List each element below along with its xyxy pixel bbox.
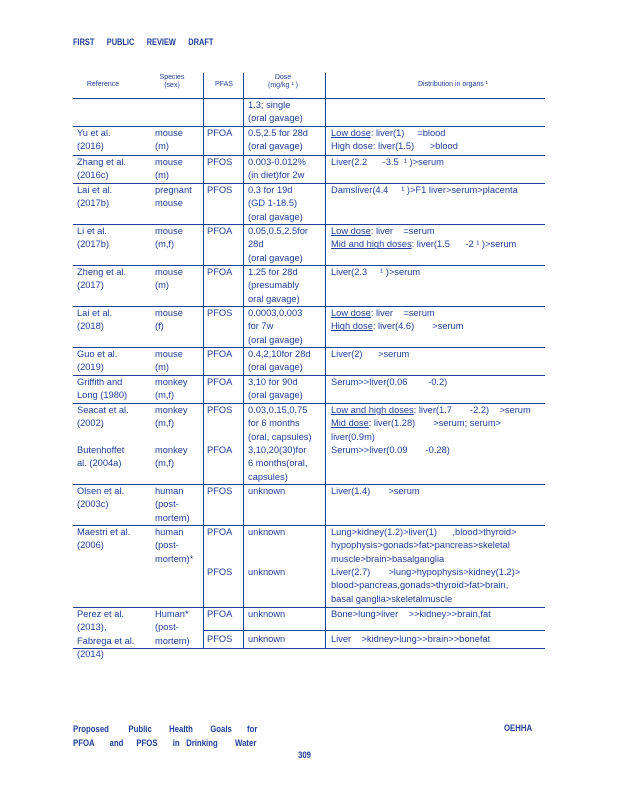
dose-cell: 0.05,0.5,2.5for 28d (oral gavage) — [248, 226, 308, 263]
dose-group-label: Mid dose — [331, 418, 369, 429]
reference-cell: Lai et al. (2017b) — [77, 185, 113, 209]
reference-cell-secondary: Butenhoffet al. (2004a) — [77, 445, 125, 469]
dose-group-label: Low and high doses — [331, 405, 414, 415]
footer-title — [73, 723, 257, 751]
distribution-cell — [331, 266, 420, 279]
dose-cell: unknown — [248, 609, 286, 619]
distribution-text: muscle>brain>basalganglia — [331, 553, 445, 564]
distribution-line — [331, 444, 450, 457]
table-row — [73, 608, 545, 660]
table-row — [73, 127, 545, 156]
distribution-line — [331, 526, 517, 539]
distribution-text: Liver >kidney>lung>>brain>>bonefat — [331, 634, 491, 644]
distribution-cell — [331, 376, 447, 389]
species-cell: mouse (m) — [155, 349, 183, 373]
distribution-line — [331, 593, 520, 606]
reference-cell: Zheng et al. (2017) — [77, 267, 127, 291]
dose-cell: 3,10 for 90d (oral gavage) — [248, 377, 303, 401]
reference-cell: Guo et al. (2019) — [77, 349, 118, 373]
pfas-cell: PFOA — [207, 226, 233, 236]
dose-cell: 0.4,2,10for 28d (oral gavage) — [248, 349, 311, 373]
col-reference: Reference — [86, 81, 120, 88]
table-row — [73, 307, 545, 348]
distribution-line — [331, 404, 531, 417]
species-cell: monkey (m,f) — [155, 405, 188, 429]
distribution-line — [331, 376, 447, 389]
reference-cell: Perez et al. (2013), Fabrega et al. (2014) — [77, 609, 135, 660]
distribution-line — [331, 156, 444, 169]
distribution-line — [331, 579, 520, 592]
species-cell: human (post- mortem) — [155, 486, 190, 523]
distribution-cell — [331, 184, 518, 197]
carryover-dose-line2: (oral gavage) — [248, 113, 303, 124]
distribution-text: Liver(2.3 ¹ )>serum — [331, 267, 421, 277]
reference-cell: Seacat et al. (2002) — [77, 405, 129, 429]
footer-line2: PFOA and PFOS in Drinking Water — [73, 738, 257, 749]
table-row — [73, 156, 545, 184]
reference-cell: Maestri et al. (2006) — [77, 527, 131, 551]
distribution-cell — [331, 485, 420, 498]
table-header-row — [73, 72, 545, 99]
reference-cell: Yu et al. (2016) — [77, 128, 111, 152]
distribution-line — [331, 238, 516, 251]
distribution-text: Serum>>liver(0.06 -0.2) — [331, 377, 448, 387]
distribution-line — [331, 184, 518, 197]
distribution-text: : liver(4.6) >serum — [372, 321, 464, 332]
pfas-cell: PFOS — [207, 157, 233, 167]
sub-row-divider — [203, 630, 545, 631]
distribution-text: High dose: liver(1.5) >blood — [331, 141, 458, 152]
dose-cell: 0.0003,0.003 for 7w (oral gavage) — [248, 308, 303, 345]
reference-cell: Lai et al. (2018) — [77, 308, 113, 332]
dose-cell: unknown — [248, 527, 286, 537]
table-row — [73, 184, 545, 225]
distribution-line — [331, 539, 517, 552]
col-species-line1: Species — [159, 74, 185, 81]
species-cell: pregnant mouse — [155, 185, 192, 209]
distribution-text: blood>pancreas,gonads>thyroid>fat>brain, — [331, 580, 509, 591]
species-cell: human (post- mortem)* — [155, 527, 194, 564]
col-pfas: PFAS — [215, 81, 233, 88]
table-row — [73, 348, 545, 376]
dose-cell-secondary: unknown — [248, 634, 286, 644]
pfas-cell: PFOS — [207, 486, 233, 496]
distribution-cell — [331, 156, 444, 169]
pfas-cell: PFOA — [207, 128, 233, 138]
distribution-line — [331, 633, 490, 646]
distribution-cell — [331, 526, 517, 566]
distribution-text: Liver(2) >serum — [331, 349, 410, 359]
distribution-line — [331, 417, 531, 430]
pfas-cell: PFOA — [207, 527, 233, 537]
distribution-line — [331, 127, 458, 140]
table-row — [73, 376, 545, 404]
pfas-cell: PFOA — [207, 349, 233, 359]
dose-group-label: Mid and high doses — [331, 239, 412, 250]
pfas-cell: PFOS — [207, 405, 233, 415]
distribution-text: Bone>lung>liver >>kidney>>brain,fat — [331, 609, 491, 619]
dose-group-label: High dose — [331, 321, 373, 332]
divider-species-pfas — [203, 73, 204, 649]
distribution-line — [331, 140, 458, 153]
table-row — [73, 225, 545, 266]
table-row — [73, 266, 545, 307]
pfas-cell: PFOA — [207, 377, 233, 387]
dose-group-label: Low dose — [331, 308, 371, 318]
species-cell: mouse (m) — [155, 157, 183, 181]
distribution-table — [73, 72, 545, 660]
distribution-text: liver(0.9m) — [331, 431, 375, 442]
table-row-carryover — [73, 99, 545, 127]
pfas-cell-secondary: PFOS — [207, 567, 233, 577]
dose-cell: 0.5,2.5 for 28d (oral gavage) — [248, 128, 308, 152]
footer-agency: OEHHA — [504, 723, 533, 734]
reference-cell: Griffith and Long (1980) — [77, 377, 128, 401]
carryover-dose-line1: 1.3; single — [248, 100, 291, 110]
species-cell: mouse (m) — [155, 128, 183, 152]
page-number: 309 — [298, 750, 312, 761]
distribution-line — [331, 431, 531, 444]
distribution-line — [331, 553, 517, 566]
col-species — [147, 74, 197, 90]
divider-dose-distribution — [325, 73, 326, 649]
reference-cell: Olsen et al. (2003c) — [77, 486, 125, 510]
distribution-text: : liver(1.7 -2.2) >serum — [413, 405, 531, 415]
species-cell: mouse (f) — [155, 308, 183, 332]
distribution-cell-secondary — [331, 444, 450, 457]
table-row — [73, 526, 545, 608]
col-dose-line1: Dose — [274, 74, 292, 81]
distribution-line — [331, 348, 409, 361]
table-row — [73, 404, 545, 485]
draft-header: FIRST PUBLIC REVIEW DRAFT — [73, 37, 214, 48]
distribution-cell — [331, 225, 516, 252]
distribution-text: : liver =serum — [370, 308, 435, 318]
dose-cell: unknown — [248, 486, 286, 496]
distribution-line — [331, 485, 420, 498]
col-species-line2: (sex) — [164, 82, 180, 89]
distribution-text: basal ganglia>skeletalmuscle — [331, 593, 453, 604]
distribution-cell — [331, 127, 458, 154]
distribution-text: Liver(2.7) >lung>hypophysis>kidney(1.2)> — [331, 567, 521, 577]
distribution-line — [331, 320, 464, 333]
pfas-cell: PFOA — [207, 609, 233, 619]
distribution-text: hypophysis>gonads>fat>pancreas>skeletal — [331, 540, 510, 551]
distribution-line — [331, 307, 464, 320]
distribution-cell — [331, 608, 491, 621]
dose-group-label: Low dose — [331, 226, 371, 236]
distribution-text: : liver(1.5 -2 ¹ )>serum — [411, 239, 517, 250]
distribution-text: Serum>>liver(0.09 -0.28) — [331, 445, 450, 455]
distribution-line — [331, 566, 520, 579]
table-row — [73, 485, 545, 526]
col-dose — [253, 74, 313, 90]
pfas-cell: PFOS — [207, 308, 233, 318]
dose-cell: 0.3 for 19d (GD 1-18.5) (oral gavage) — [248, 185, 303, 222]
species-cell-secondary: monkey (m,f) — [155, 445, 188, 469]
distribution-line — [331, 608, 491, 621]
col-dose-line2: (mg/kg ¹ ) — [268, 82, 298, 89]
distribution-text: : liver =serum — [370, 226, 435, 236]
dose-cell-secondary: 3,10,20(30)for 6 months(oral, capsules) — [248, 445, 308, 482]
distribution-cell — [331, 404, 531, 444]
dose-cell: 0.03,0.15,0.75 for 6 months (oral, capsules) — [248, 405, 312, 442]
species-cell: mouse (m) — [155, 267, 183, 291]
reference-cell: Li et al. (2017b) — [77, 226, 110, 250]
pfas-cell: PFOS — [207, 185, 233, 195]
distribution-text: Liver(2.2 -3.5 ¹ )>serum — [331, 157, 444, 167]
dose-cell: 1.25 for 28d (presumably oral gavage) — [248, 267, 300, 304]
distribution-text: Damsliver(4.4 ¹ )>F1 liver>serum>placenta — [331, 185, 518, 195]
distribution-line — [331, 225, 516, 238]
dose-cell-secondary: unknown — [248, 567, 286, 577]
distribution-text: : liver(1.28) >serum; serum> — [368, 418, 501, 429]
divider-pfas-dose — [243, 73, 244, 649]
col-distribution: Distribution in organs ¹ — [417, 81, 489, 88]
footer-line1: Proposed Public Health Goals for — [73, 724, 258, 735]
reference-cell: Zhang et al. (2016c) — [77, 157, 127, 181]
species-cell: Human* (post- mortem) — [155, 609, 190, 646]
pfas-cell: PFOA — [207, 267, 233, 277]
pfas-cell-secondary: PFOA — [207, 445, 233, 455]
species-cell: monkey (m,f) — [155, 377, 188, 401]
dose-group-label: Low dose — [331, 128, 371, 138]
distribution-cell — [331, 348, 409, 361]
carryover-dose — [248, 99, 303, 126]
distribution-line — [331, 266, 420, 279]
dose-cell: 0.003-0.012% (in diet)for 2w — [248, 157, 306, 181]
distribution-text: Liver(1.4) >serum — [331, 486, 420, 496]
species-cell: mouse (m,f) — [155, 226, 183, 250]
distribution-text: Lung>kidney(1.2)>liver(1) ,blood>thyroid> — [331, 527, 517, 537]
pfas-cell-secondary: PFOS — [207, 634, 233, 644]
distribution-text: : liver(1) =blood — [370, 128, 446, 138]
distribution-cell — [331, 307, 464, 334]
distribution-cell-secondary — [331, 633, 490, 646]
distribution-cell-secondary — [331, 566, 520, 606]
